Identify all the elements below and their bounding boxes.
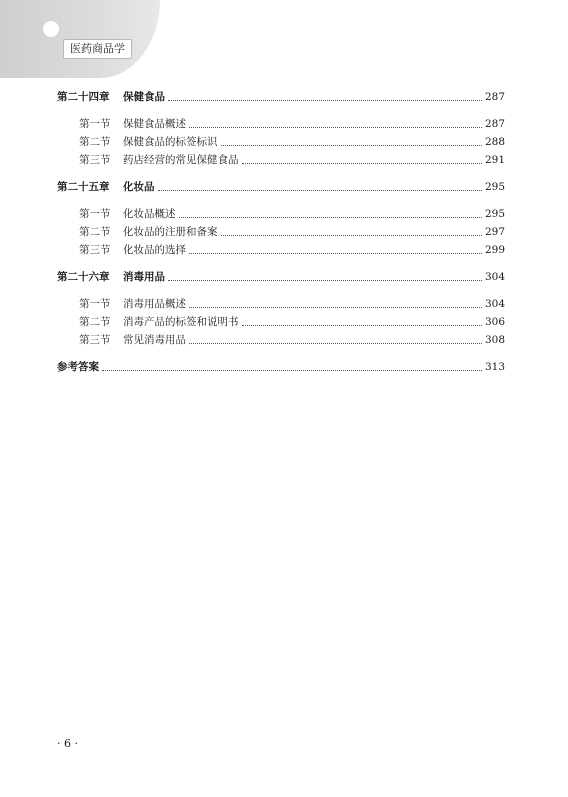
section-page: 299 [484,244,505,256]
leader-dots [189,127,482,128]
toc-section[interactable] [57,133,505,151]
section-page: 288 [484,136,505,148]
chapter-page: 304 [484,271,505,283]
leader-dots [221,145,482,146]
section-page: 291 [484,154,505,166]
chapter-number: 第二十六章 [57,271,110,283]
section-title: 消毒用品概述 [123,298,186,310]
section-page: 306 [484,316,505,328]
section-title: 常见消毒用品 [123,334,186,346]
leader-dots [189,253,482,254]
section-page: 304 [484,298,505,310]
leader-dots [242,163,482,164]
toc-section[interactable] [57,115,505,133]
leader-dots [221,235,482,236]
toc-section[interactable] [57,205,505,223]
leader-dots [158,190,482,191]
appendix-title: 参考答案 [57,361,99,373]
section-number: 第二节 [79,316,111,328]
chapter-page: 295 [484,181,505,193]
toc-section[interactable] [57,241,505,259]
leader-dots [168,100,482,101]
section-title: 保健食品的标签标识 [123,136,218,148]
toc-section[interactable] [57,331,505,349]
section-number: 第一节 [79,118,111,130]
leader-dots [189,307,482,308]
leader-dots [242,325,482,326]
toc-section[interactable] [57,295,505,313]
chapter-title: 消毒用品 [123,271,165,283]
section-number: 第二节 [79,226,111,238]
leader-dots [102,370,482,371]
section-title: 化妆品的注册和备案 [123,226,218,238]
section-number: 第一节 [79,208,111,220]
section-page: 295 [484,208,505,220]
appendix-page: 313 [484,361,505,373]
section-title: 药店经营的常见保健食品 [123,154,239,166]
section-number: 第三节 [79,154,111,166]
section-page: 297 [484,226,505,238]
toc-section[interactable] [57,223,505,241]
toc-appendix-answers[interactable] [57,358,505,376]
leader-dots [189,343,482,344]
section-number: 第二节 [79,136,111,148]
chapter-title: 保健食品 [123,91,165,103]
running-header-book-title: 医药商品学 [63,39,132,59]
chapter-page: 287 [484,91,505,103]
toc-section[interactable] [57,151,505,169]
section-number: 第三节 [79,334,111,346]
section-page: 308 [484,334,505,346]
corner-circle-icon [43,21,59,37]
chapter-number: 第二十五章 [57,181,110,193]
toc-chapter-26[interactable] [57,268,505,286]
leader-dots [168,280,482,281]
table-of-contents [57,88,505,376]
chapter-number: 第二十四章 [57,91,110,103]
section-page: 287 [484,118,505,130]
page-number: · 6 · [57,737,78,750]
section-number: 第三节 [79,244,111,256]
chapter-title: 化妆品 [123,181,155,193]
section-number: 第一节 [79,298,111,310]
toc-chapter-24[interactable] [57,88,505,106]
section-title: 消毒产品的标签和说明书 [123,316,239,328]
section-title: 化妆品概述 [123,208,176,220]
toc-chapter-25[interactable] [57,178,505,196]
toc-section[interactable] [57,313,505,331]
section-title: 化妆品的选择 [123,244,186,256]
leader-dots [179,217,482,218]
section-title: 保健食品概述 [123,118,186,130]
